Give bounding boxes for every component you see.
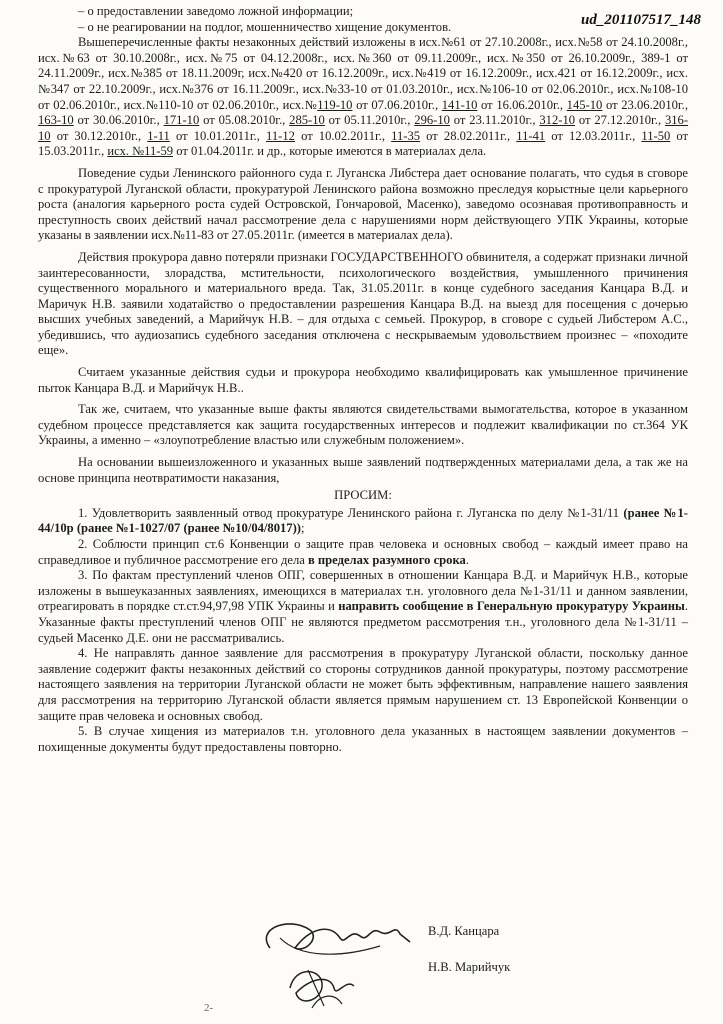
item-text: . Указанные факты преступлений членов ОПГ не являются предметом рассмотрения т.н., уголовного дела №1-31/11 – судьей Масенко Д.Е. они не рассматривались. bbox=[38, 599, 689, 645]
ref-link: исх. №11-59 bbox=[107, 144, 174, 159]
request-item-3 bbox=[38, 568, 688, 646]
ref-link: 171-10 bbox=[163, 113, 200, 128]
ref-date: от 10.01.2011г., bbox=[169, 128, 267, 143]
list-line-1: – о предоставлении заведомо ложной информации; bbox=[78, 4, 354, 18]
facts-text: Вышеперечисленные факты незаконных действий изложены в исх.№61 от 27.10.2008г., исх.№58 от 24.10.2008г., исх.№63 от 30.10.2008г., исх.№75 от 04.12.2008г., исх.№360 от 09.11.2009г., исх.№350 от 26.10.2009г., 389-1 от 24.11.2009г., исх.№385 от 18.11.2009г, исх.№420 от 16.12.2009г., исх.№419 от 16.12.2009г., исх.421 от 16.12.2009г., исх.№347 от 22.10.2009г., исх.№376 от 16.11.2009г., исх.№33-10 от 01.03.2010г., исх.№106-10 от 02.06.2010г., исх.№108-10 от 02.06.2010г., исх.№110-10 от 02.06.2010г., исх.№ bbox=[38, 35, 688, 112]
ref-date: от 16.06.2010г., bbox=[477, 97, 567, 112]
ref-date: от 23.11.2010г., bbox=[449, 113, 540, 128]
paragraph-facts bbox=[38, 35, 688, 160]
item-bold: в пределах разумного срока bbox=[307, 552, 466, 567]
paragraph-prosecutor: Действия прокурора давно потеряли признаки ГОСУДАРСТВЕННОГО обвинителя, а содержат признаки личной заинтересованности, злорадства, мстительности, психологического воздействия, умышленного причинения существенного морального и материального вреда. Так, 31.05.2011г. в конце судебного заседания Канцара В.Д. и Маричук Н.В. заявили ходатайство о предоставлении разрешения Канцара В.Д. на выезд для посещения с дочерью высших учебных заведений, а Марийчук Н.В. – для отдыха с семьей. Прокурор, в сговоре с судьей Либстером А.С., убедившись, что аудиозапись судебного заседания отключена с нескрываемым удовольствием произнес – «походите еще». bbox=[38, 249, 688, 358]
ref-date: от 15.03.2011г., bbox=[38, 128, 689, 159]
page-number: 2- bbox=[204, 1002, 214, 1014]
document-id: ud_201107517_148 bbox=[580, 12, 701, 28]
item-bold: направить сообщение в Генеральную прокуратуру Украины bbox=[338, 599, 685, 614]
ref-link: 141-10 bbox=[441, 97, 478, 112]
ref-date: от 05.11.2010г., bbox=[324, 113, 415, 128]
ref-link: 145-10 bbox=[566, 97, 603, 112]
ref-date: от 05.08.2010г., bbox=[199, 113, 290, 128]
paragraph-qualify: Считаем указанные действия судьи и прокурора необходимо квалифицировать как умышленное причинение пыток Канцара В.Д. и Марийчук Н.В.. bbox=[38, 365, 688, 395]
item-text: 1. Удовлетворить заявленный отвод прокуратуре Ленинского района г. Луганска по делу №1-31/11 bbox=[78, 505, 624, 520]
signer-name-1: В.Д. Канцара bbox=[428, 924, 500, 938]
ref-link: 11-35 bbox=[391, 128, 421, 143]
request-item-1 bbox=[38, 506, 688, 537]
ref-date: от 23.06.2010г., bbox=[602, 97, 688, 112]
request-item-4: 4. Не направлять данное заявление для рассмотрения в прокуратуру Луганской области, поскольку данное заявление содержит факты незаконных действий со стороны сотрудников данной прокуратуры, поэтому рассмотрение настоящего заявления на территории Луганской области не может быть эффективным, направление нашего заявления для рассмотрения на территорию Луганской области является прямым нарушением ст. 13 Европейской Конвенции о защите прав человека и основных свобод. bbox=[38, 646, 688, 723]
ref-link: 285-10 bbox=[289, 113, 325, 128]
item-bold: (ранее №1-44/10р (ранее №1-1027/07 (ранее №10/04/8017)) bbox=[38, 505, 688, 536]
document-body bbox=[38, 4, 688, 755]
ref-link: 119-10 bbox=[317, 97, 353, 112]
signature-block bbox=[250, 908, 690, 1018]
ref-link: 1-11 bbox=[147, 128, 170, 143]
ref-link: 11-41 bbox=[516, 128, 546, 143]
request-item-2 bbox=[38, 537, 688, 568]
paragraph-basis: На основании вышеизложенного и указанных выше заявлений подтвержденных материалами дела, а так же на основе принципа неотвратимости наказания, bbox=[38, 455, 688, 485]
item-text: . bbox=[465, 552, 469, 567]
ref-link: 163-10 bbox=[38, 113, 74, 128]
request-title: ПРОСИМ: bbox=[334, 488, 392, 503]
list-line-2: – о не реагировании на подлог, мошенничество хищение документов. bbox=[78, 19, 452, 34]
ref-link: 11-12 bbox=[266, 128, 295, 143]
ref-link: 296-10 bbox=[414, 113, 450, 128]
ref-link: 312-10 bbox=[539, 113, 576, 128]
signer-name-2: Н.В. Марийчук bbox=[428, 960, 511, 974]
paragraph-extortion: Так же, считаем, что указанные выше факты являются свидетельствами вымогательства, которое в указанном судебном процессе представляется как защита государственных интересов и подлежит квалификации по ст.364 УК Украины, а именно – «злоупотребление властью или служебным положением». bbox=[38, 402, 688, 448]
ref-date: от 28.02.2011г., bbox=[420, 128, 517, 143]
ref-date: от 10.02.2011г., bbox=[294, 128, 392, 143]
item-text: 3. По фактам преступлений членов ОПГ, совершенных в отношении Канцара В.Д. и Марийчук Н.В., которые изложены в вышеуказанных заявлениях, имеющихся в материалах т.н. уголовного дела №1-31/11 и данном заявлении, отреагировать в порядке ст.ст.94,97,98 УПК Украины и bbox=[38, 568, 688, 614]
item-text: ; bbox=[301, 521, 305, 536]
ref-date: от 07.06.2010г., bbox=[352, 97, 442, 112]
ref-date: от 27.12.2010г., bbox=[575, 113, 665, 128]
ref-date: от 30.06.2010г., bbox=[73, 113, 164, 128]
request-item-5: 5. В случае хищения из материалов т.н. уголовного дела указанных в настоящем заявлении документов – похищенные документы будут предоставлены повторно. bbox=[38, 724, 688, 754]
ref-link: 316-10 bbox=[38, 113, 689, 143]
ref-date: от 01.04.2011г. и др., которые имеются в материалах дела. bbox=[173, 144, 487, 159]
item-text: 2. Соблюсти принцип ст.6 Конвенции о защите прав человека и основных свобод – каждый имеет право на справедливое и публичное рассмотрение его дела bbox=[38, 537, 688, 567]
handwritten-signatures bbox=[250, 908, 425, 1018]
ref-date: от 12.03.2011г., bbox=[545, 128, 642, 143]
ref-date: от 30.12.2010г., bbox=[50, 128, 148, 143]
ref-link: 11-50 bbox=[641, 128, 671, 143]
paragraph-judge: Поведение судьи Ленинского районного суда г. Луганска Либстера дает основание полагать, что судья в сговоре с прокуратурой Луганской области, прокуратурой Ленинского района возможно преследуя корыстные цели карьерного роста (аналогия карьерного роста судей Островской, Гончаровой, Масенко), заведомо осознавая противоправность и преступность своих действий начал рассмотрение дела с нарушениями норм действующего УПК Украины, которые указаны в заявлении исх.№11-83 от 27.05.2011г. (имеется в материалах дела). bbox=[38, 165, 688, 243]
